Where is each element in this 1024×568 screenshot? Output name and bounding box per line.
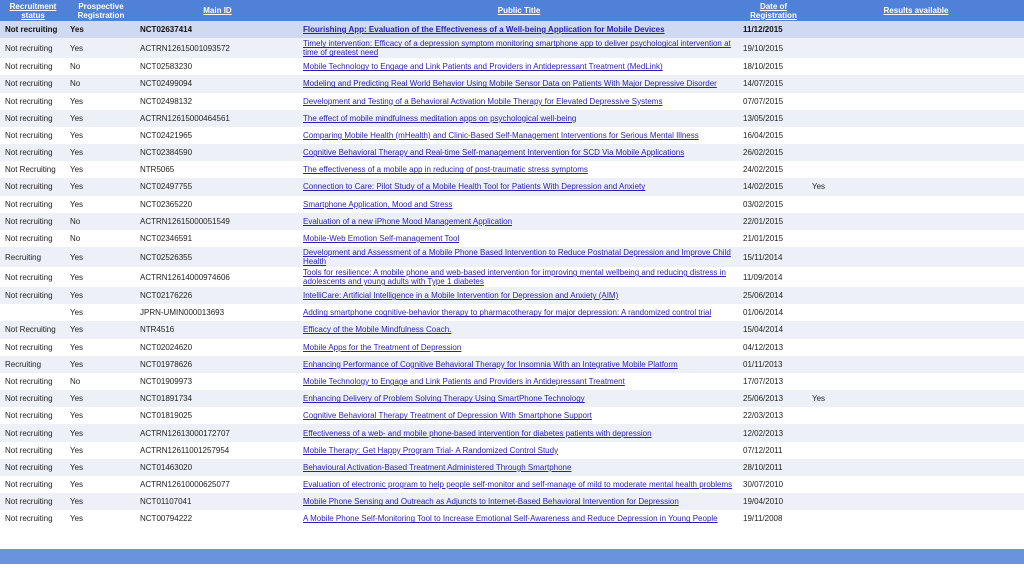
cell-results-available bbox=[808, 493, 1024, 510]
cell-public-title bbox=[299, 178, 739, 195]
table-row bbox=[0, 247, 1024, 267]
cell-date-of-registration: 04/12/2013 bbox=[743, 342, 784, 352]
cell-main-id: NCT02421965 bbox=[140, 130, 193, 140]
cell-public-title bbox=[299, 510, 739, 527]
cell-public-title bbox=[299, 267, 739, 287]
cell-recruitment-status: Not recruiting bbox=[5, 291, 53, 301]
cell-recruitment-status: Not recruiting bbox=[5, 272, 53, 282]
table-row bbox=[0, 110, 1024, 127]
table-row bbox=[0, 267, 1024, 287]
table-row bbox=[0, 390, 1024, 407]
cell-recruitment-status: Recruiting bbox=[5, 252, 42, 262]
cell-date-of-registration: 30/07/2010 bbox=[743, 480, 784, 490]
trial-title-link[interactable]: IntelliCare: Artificial Intelligence in a Mobile Intervention for Depression and Anxiety (AIM) bbox=[303, 291, 619, 301]
trial-title-link[interactable]: Smartphone Application, Mood and Stress bbox=[303, 199, 453, 209]
cell-main-id: NCT02024620 bbox=[140, 342, 193, 352]
cell-public-title bbox=[299, 127, 739, 144]
cell-recruitment-status: Not recruiting bbox=[5, 462, 53, 472]
cell-prospective-registration: Yes bbox=[70, 291, 84, 301]
cell-recruitment-status: Not recruiting bbox=[5, 182, 53, 192]
cell-prospective-registration: Yes bbox=[70, 480, 84, 490]
cell-main-id: NCT02499094 bbox=[140, 79, 193, 89]
cell-results-available bbox=[808, 287, 1024, 304]
cell-results-available bbox=[808, 407, 1024, 424]
cell-main-id: NCT01978626 bbox=[140, 359, 193, 369]
cell-results-available bbox=[808, 424, 1024, 441]
cell-main-id: NCT02497755 bbox=[140, 182, 193, 192]
cell-date-of-registration: 14/07/2015 bbox=[743, 79, 784, 89]
cell-results-available bbox=[808, 144, 1024, 161]
cell-prospective-registration: Yes bbox=[70, 96, 84, 106]
cell-prospective-registration: Yes bbox=[70, 25, 84, 35]
cell-prospective-registration: Yes bbox=[70, 130, 84, 140]
cell-public-title bbox=[299, 93, 739, 110]
cell-date-of-registration: 25/06/2014 bbox=[743, 291, 784, 301]
cell-recruitment-status: Not recruiting bbox=[5, 43, 53, 53]
cell-results-available bbox=[808, 93, 1024, 110]
cell-prospective-registration: Yes bbox=[70, 342, 84, 352]
cell-main-id: ACTRN12611001257954 bbox=[140, 445, 230, 455]
cell-public-title bbox=[299, 213, 739, 230]
table-row bbox=[0, 127, 1024, 144]
cell-public-title bbox=[299, 476, 739, 493]
cell-date-of-registration: 13/05/2015 bbox=[743, 113, 784, 123]
cell-public-title bbox=[299, 58, 739, 75]
cell-prospective-registration: Yes bbox=[70, 462, 84, 472]
trial-title-link[interactable]: Mobile Technology to Engage and Link Patients and Providers in Antidepressant Treatment (MedLink) bbox=[303, 62, 663, 72]
cell-main-id: NCT02365220 bbox=[140, 199, 193, 209]
cell-recruitment-status: Not recruiting bbox=[5, 497, 53, 507]
cell-public-title bbox=[299, 407, 739, 424]
trial-title-link[interactable]: Development and Testing of a Behavioral Activation Mobile Therapy for Elevated Depressive Systems bbox=[303, 96, 663, 106]
cell-recruitment-status: Not recruiting bbox=[5, 394, 53, 404]
table-row bbox=[0, 93, 1024, 110]
cell-main-id: NCT02384590 bbox=[140, 148, 193, 158]
cell-prospective-registration: Yes bbox=[70, 497, 84, 507]
cell-date-of-registration: 14/02/2015 bbox=[743, 182, 784, 192]
header-public-title[interactable]: Public Title bbox=[497, 6, 541, 15]
cell-public-title bbox=[299, 161, 739, 178]
table-row bbox=[0, 373, 1024, 390]
cell-recruitment-status: Recruiting bbox=[5, 359, 42, 369]
table-row bbox=[0, 75, 1024, 92]
cell-results-available bbox=[808, 267, 1024, 287]
cell-public-title bbox=[299, 424, 739, 441]
trial-title-link[interactable]: Development and Assessment of a Mobile Phone Based Intervention to Reduce Postnatal Depression and Improve Child Health bbox=[303, 248, 731, 267]
trial-title-link[interactable]: Flourishing App: Evaluation of the Effectiveness of a Well-being Application for Mobile Devices bbox=[303, 25, 665, 35]
trial-title-link[interactable]: Mobile Technology to Engage and Link Patients and Providers in Antidepressant Treatment bbox=[303, 377, 625, 386]
cell-main-id: NCT01463020 bbox=[140, 462, 193, 472]
trial-title-link[interactable]: Behavioural Activation-Based Treatment Administered Through Smartphone bbox=[303, 462, 572, 472]
cell-main-id: ACTRN12613000172707 bbox=[140, 428, 230, 438]
table-row bbox=[0, 58, 1024, 75]
cell-main-id: NCT02498132 bbox=[140, 96, 193, 106]
cell-results-available bbox=[808, 213, 1024, 230]
table-row bbox=[0, 407, 1024, 424]
table-body bbox=[0, 21, 1024, 527]
cell-date-of-registration: 15/11/2014 bbox=[743, 252, 783, 262]
table-row bbox=[0, 196, 1024, 213]
cell-date-of-registration: 11/09/2014 bbox=[743, 272, 783, 282]
cell-prospective-registration: No bbox=[70, 62, 81, 72]
cell-results-available bbox=[808, 442, 1024, 459]
table-row bbox=[0, 161, 1024, 178]
cell-public-title bbox=[299, 110, 739, 127]
cell-recruitment-status: Not recruiting bbox=[5, 411, 53, 421]
cell-main-id: NTR5065 bbox=[140, 165, 175, 175]
cell-results-available bbox=[808, 476, 1024, 493]
trial-title-link[interactable]: Cognitive Behavioral Therapy and Real-time Self-management Intervention for SCD Via Mobile Applications bbox=[303, 148, 685, 158]
cell-date-of-registration: 03/02/2015 bbox=[743, 199, 784, 209]
cell-results-available: Yes bbox=[812, 182, 826, 192]
trial-title-link[interactable]: Cognitive Behavioral Therapy Treatment of Depression With Smartphone Support bbox=[303, 411, 592, 421]
trial-title-link[interactable]: Tools for resilience: A mobile phone and web-based intervention for improving mental wellbeing and reducing distress in adolescents and young adults with Type 1 diabetes bbox=[303, 268, 726, 287]
cell-prospective-registration: No bbox=[70, 233, 81, 243]
cell-results-available bbox=[808, 21, 1024, 38]
cell-main-id: ACTRN12615000051549 bbox=[140, 216, 230, 226]
trial-title-link[interactable]: Effectiveness of a web- and mobile phone-based intervention for diabetes patients with depression bbox=[303, 428, 652, 438]
cell-date-of-registration: 07/12/2011 bbox=[743, 445, 783, 455]
trial-title-link[interactable]: A Mobile Phone Self-Monitoring Tool to Increase Emotional Self-Awareness and Reduce Depression in Young People bbox=[303, 514, 718, 524]
cell-results-available bbox=[808, 58, 1024, 75]
table-row bbox=[0, 356, 1024, 373]
trial-title-link[interactable]: Enhancing Delivery of Problem Solving Therapy Using SmartPhone Technology bbox=[303, 394, 585, 404]
cell-main-id: ACTRN12614000974606 bbox=[140, 272, 230, 282]
cell-date-of-registration: 12/02/2013 bbox=[743, 428, 784, 438]
cell-recruitment-status: Not recruiting bbox=[5, 377, 53, 386]
cell-date-of-registration: 01/11/2013 bbox=[743, 359, 783, 369]
cell-main-id: ACTRN12615001093572 bbox=[140, 43, 230, 53]
cell-results-available bbox=[808, 75, 1024, 92]
trial-title-link[interactable]: Connection to Care: Pilot Study of a Mobile Health Tool for Patients With Depression and Anxiety bbox=[303, 182, 646, 192]
cell-public-title bbox=[299, 390, 739, 407]
cell-results-available: Yes bbox=[812, 394, 826, 404]
footer-bar bbox=[0, 549, 1024, 564]
cell-date-of-registration: 19/11/2008 bbox=[743, 514, 783, 524]
table-header bbox=[0, 0, 1024, 21]
cell-date-of-registration: 17/07/2013 bbox=[743, 377, 784, 386]
table-row bbox=[0, 230, 1024, 247]
cell-public-title bbox=[299, 38, 739, 58]
trial-title-link[interactable]: Mobile Therapy: Get Happy Program Trial- A Randomized Control Study bbox=[303, 445, 559, 455]
cell-results-available bbox=[808, 510, 1024, 527]
table-row bbox=[0, 304, 1024, 321]
cell-results-available bbox=[808, 127, 1024, 144]
table-row bbox=[0, 144, 1024, 161]
cell-main-id: ACTRN12615000464561 bbox=[140, 113, 230, 123]
cell-prospective-registration: No bbox=[70, 377, 81, 386]
trial-title-link[interactable]: Enhancing Performance of Cognitive Behavioral Therapy for Insomnia With an Integrative Mobile Platform bbox=[303, 359, 678, 369]
cell-public-title bbox=[299, 459, 739, 476]
header-results-available[interactable]: Results available bbox=[883, 6, 949, 15]
cell-prospective-registration: No bbox=[70, 216, 81, 226]
cell-results-available bbox=[808, 161, 1024, 178]
cell-prospective-registration: Yes bbox=[70, 252, 84, 262]
cell-prospective-registration: No bbox=[70, 79, 81, 89]
cell-recruitment-status: Not recruiting bbox=[5, 428, 53, 438]
cell-date-of-registration: 22/01/2015 bbox=[743, 216, 784, 226]
trial-title-link[interactable]: Adding smartphone cognitive-behavior therapy to pharmacotherapy for major depression: A randomized control trial bbox=[303, 308, 712, 318]
header-date-of-registration[interactable]: Date of Registration bbox=[750, 1, 797, 20]
cell-prospective-registration: Yes bbox=[70, 113, 84, 123]
cell-results-available bbox=[808, 459, 1024, 476]
cell-public-title bbox=[299, 356, 739, 373]
cell-prospective-registration: Yes bbox=[70, 359, 84, 369]
table-row bbox=[0, 321, 1024, 338]
cell-public-title bbox=[299, 75, 739, 92]
trial-title-link[interactable]: Efficacy of the Mobile Mindfulness Coach. bbox=[303, 325, 452, 335]
cell-public-title bbox=[299, 373, 739, 390]
cell-results-available bbox=[808, 321, 1024, 338]
table-row bbox=[0, 287, 1024, 304]
cell-results-available bbox=[808, 339, 1024, 356]
cell-prospective-registration: Yes bbox=[70, 411, 84, 421]
trial-title-link[interactable]: Comparing Mobile Health (mHealth) and Clinic-Based Self-Management Interventions for Serious Mental Illness bbox=[303, 130, 699, 140]
cell-date-of-registration: 25/06/2013 bbox=[743, 394, 784, 404]
cell-date-of-registration: 19/04/2010 bbox=[743, 497, 784, 507]
table-row bbox=[0, 38, 1024, 58]
cell-public-title bbox=[299, 321, 739, 338]
cell-recruitment-status: Not recruiting bbox=[5, 480, 53, 490]
cell-prospective-registration: Yes bbox=[70, 43, 84, 53]
cell-public-title bbox=[299, 339, 739, 356]
trial-title-link[interactable]: Mobile Phone Sensing and Outreach as Adjuncts to Internet-Based Behavioral Intervention for Depression bbox=[303, 497, 679, 507]
trial-title-link[interactable]: Mobile Apps for the Treatment of Depression bbox=[303, 342, 462, 352]
table-row bbox=[0, 510, 1024, 527]
cell-recruitment-status: Not recruiting bbox=[5, 342, 53, 352]
cell-results-available bbox=[808, 373, 1024, 390]
cell-results-available bbox=[808, 38, 1024, 58]
cell-recruitment-status: Not recruiting bbox=[5, 216, 53, 226]
cell-main-id: JPRN-UMIN000013693 bbox=[140, 308, 225, 318]
table-row bbox=[0, 213, 1024, 230]
cell-recruitment-status: Not recruiting bbox=[5, 199, 53, 209]
cell-public-title bbox=[299, 442, 739, 459]
trial-title-link[interactable]: The effectiveness of a mobile app in reducing of post-traumatic stress symptoms bbox=[303, 165, 588, 175]
cell-date-of-registration: 16/04/2015 bbox=[743, 130, 784, 140]
cell-main-id: NCT02176226 bbox=[140, 291, 193, 301]
cell-prospective-registration: Yes bbox=[70, 148, 84, 158]
trial-title-link[interactable]: Evaluation of a new iPhone Mood Management Application bbox=[303, 216, 513, 226]
trial-title-link[interactable]: Evaluation of electronic program to help people self-monitor and self-manage of mild to moderate mental health problems bbox=[303, 480, 733, 490]
cell-public-title bbox=[299, 230, 739, 247]
header-main-id[interactable]: Main ID bbox=[203, 6, 232, 15]
cell-date-of-registration: 15/04/2014 bbox=[743, 325, 784, 335]
cell-recruitment-status: Not recruiting bbox=[5, 96, 53, 106]
cell-public-title bbox=[299, 144, 739, 161]
cell-recruitment-status: Not recruiting bbox=[5, 62, 53, 72]
cell-main-id: ACTRN12610000625077 bbox=[140, 480, 230, 490]
cell-main-id: NCT02526355 bbox=[140, 252, 193, 262]
cell-date-of-registration: 18/10/2015 bbox=[743, 62, 784, 72]
cell-recruitment-status: Not recruiting bbox=[5, 233, 53, 243]
cell-public-title bbox=[299, 493, 739, 510]
trial-title-link[interactable]: Timely intervention: Efficacy of a depression symptom monitoring smartphone app to deliver psychological intervention at time of greatest need bbox=[303, 39, 731, 58]
table-row bbox=[0, 459, 1024, 476]
table-row bbox=[0, 476, 1024, 493]
cell-recruitment-status bbox=[0, 304, 66, 321]
cell-date-of-registration: 11/12/2015 bbox=[743, 25, 783, 35]
cell-public-title bbox=[299, 287, 739, 304]
cell-prospective-registration: Yes bbox=[70, 199, 84, 209]
cell-main-id: NCT02637414 bbox=[140, 25, 193, 35]
cell-date-of-registration: 24/02/2015 bbox=[743, 165, 784, 175]
cell-prospective-registration: Yes bbox=[70, 308, 84, 318]
trial-title-link[interactable]: The effect of mobile mindfulness meditation apps on psychological well-being bbox=[303, 113, 577, 123]
cell-main-id: NCT01909973 bbox=[140, 377, 193, 386]
cell-recruitment-status: Not recruiting bbox=[5, 25, 58, 35]
cell-date-of-registration: 01/06/2014 bbox=[743, 308, 784, 318]
cell-date-of-registration: 21/01/2015 bbox=[743, 233, 784, 243]
cell-date-of-registration: 22/03/2013 bbox=[743, 411, 784, 421]
cell-public-title bbox=[299, 21, 739, 38]
cell-date-of-registration: 28/10/2011 bbox=[743, 462, 783, 472]
cell-public-title bbox=[299, 247, 739, 267]
cell-recruitment-status: Not recruiting bbox=[5, 130, 53, 140]
cell-main-id: NCT02346591 bbox=[140, 233, 193, 243]
cell-date-of-registration: 19/10/2015 bbox=[743, 43, 784, 53]
cell-recruitment-status: Not Recruiting bbox=[5, 165, 56, 175]
cell-prospective-registration: Yes bbox=[70, 428, 84, 438]
cell-public-title bbox=[299, 196, 739, 213]
cell-prospective-registration: Yes bbox=[70, 514, 84, 524]
cell-recruitment-status: Not recruiting bbox=[5, 113, 53, 123]
table-row bbox=[0, 21, 1024, 38]
trial-title-link[interactable]: Modeling and Predicting Real World Behavior Using Mobile Sensor Data on Patients With Major Depressive Disorder bbox=[303, 79, 717, 89]
cell-results-available bbox=[808, 110, 1024, 127]
cell-prospective-registration: Yes bbox=[70, 445, 84, 455]
cell-main-id: NCT00794222 bbox=[140, 514, 193, 524]
cell-main-id: NCT01819025 bbox=[140, 411, 193, 421]
cell-results-available bbox=[808, 304, 1024, 321]
cell-main-id: NTR4516 bbox=[140, 325, 175, 335]
header-recruitment-status[interactable]: Recruitment status bbox=[9, 1, 57, 20]
cell-recruitment-status: Not recruiting bbox=[5, 445, 53, 455]
cell-date-of-registration: 07/07/2015 bbox=[743, 96, 784, 106]
cell-prospective-registration: Yes bbox=[70, 182, 84, 192]
cell-recruitment-status: Not Recruiting bbox=[5, 325, 56, 335]
cell-recruitment-status: Not recruiting bbox=[5, 79, 53, 89]
table-row bbox=[0, 442, 1024, 459]
cell-results-available bbox=[808, 247, 1024, 267]
cell-prospective-registration: Yes bbox=[70, 272, 84, 282]
cell-date-of-registration: 26/02/2015 bbox=[743, 148, 784, 158]
cell-results-available bbox=[808, 230, 1024, 247]
cell-public-title bbox=[299, 304, 739, 321]
cell-main-id: NCT01891734 bbox=[140, 394, 193, 404]
cell-prospective-registration: Yes bbox=[70, 165, 84, 175]
header-row bbox=[0, 0, 1024, 21]
cell-prospective-registration: Yes bbox=[70, 325, 84, 335]
cell-prospective-registration: Yes bbox=[70, 394, 84, 404]
cell-results-available bbox=[808, 196, 1024, 213]
cell-main-id: NCT02583230 bbox=[140, 62, 193, 72]
table-row bbox=[0, 424, 1024, 441]
cell-recruitment-status: Not recruiting bbox=[5, 148, 53, 158]
cell-recruitment-status: Not recruiting bbox=[5, 514, 53, 524]
trial-title-link[interactable]: Mobile-Web Emotion Self-management Tool bbox=[303, 233, 460, 243]
table-row bbox=[0, 178, 1024, 195]
table-row bbox=[0, 339, 1024, 356]
header-prospective-registration: Prospective Registration bbox=[77, 1, 125, 20]
table-row bbox=[0, 493, 1024, 510]
cell-main-id: NCT01107041 bbox=[140, 497, 192, 507]
cell-results-available bbox=[808, 356, 1024, 373]
